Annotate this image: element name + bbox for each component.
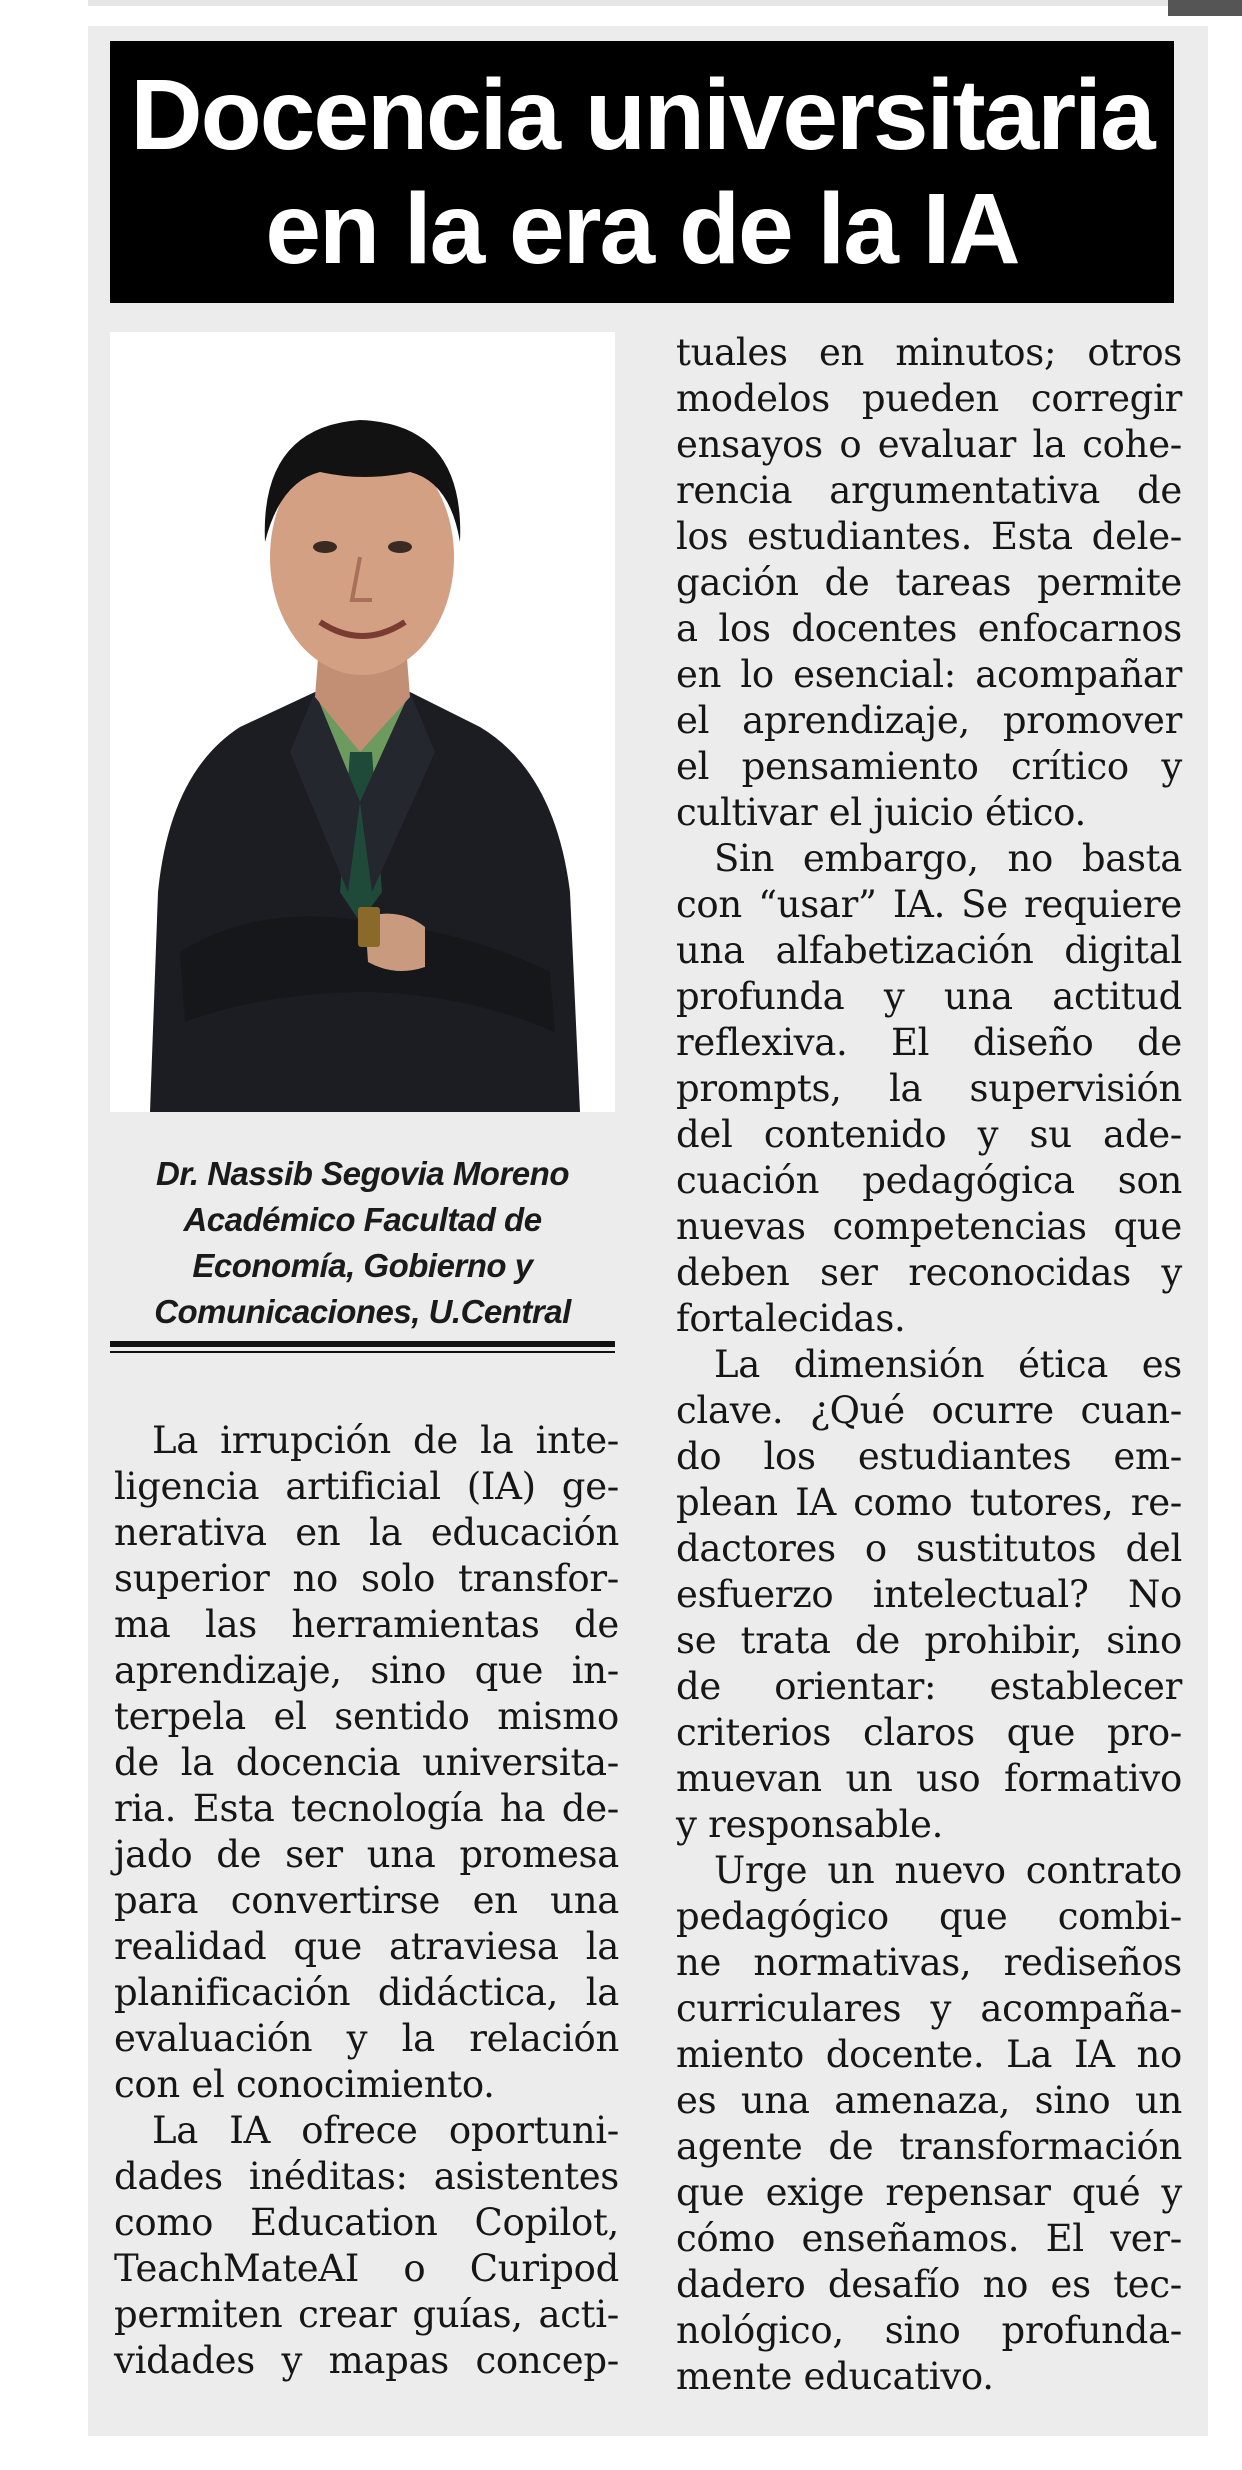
text-line: Sin embargo, no basta <box>714 837 1182 880</box>
title-line-1: Docencia universitaria <box>130 59 1154 171</box>
text-line: es una amenaza, sino un <box>676 2079 1182 2122</box>
text-line: nológico, sino profunda- <box>676 2309 1182 2352</box>
text-line: una alfabetización digital <box>676 929 1182 972</box>
text-line: a los docentes enfocarnos <box>676 607 1182 650</box>
text-line: profunda y una actitud <box>676 975 1182 1018</box>
right-text-column <box>676 330 1182 2400</box>
text-line: ligencia artificial (IA) ge- <box>114 1465 619 1508</box>
text-line: modelos pueden corregir <box>676 377 1182 420</box>
article-title <box>110 41 1174 303</box>
text-line: clave. ¿Qué ocurre cuan- <box>676 1389 1182 1432</box>
text-line: terpela el sentido mismo <box>114 1695 619 1738</box>
text-line: plean IA como tutores, re- <box>676 1481 1182 1524</box>
author-caption <box>110 1151 615 1335</box>
text-line: miento docente. La IA no <box>676 2033 1182 2076</box>
text-line: ria. Esta tecnología ha de- <box>114 1787 619 1830</box>
text-line: planificación didáctica, la <box>114 1971 619 2014</box>
text-line: do los estudiantes em- <box>676 1435 1182 1478</box>
text-line: ma las herramientas de <box>114 1603 619 1646</box>
text-line: agente de transformación <box>676 2125 1182 2168</box>
text-line: TeachMateAI o Curipod <box>114 2247 619 2290</box>
text-line: del contenido y su ade- <box>676 1113 1182 1156</box>
text-line: ne normativas, rediseños <box>676 1941 1182 1984</box>
text-line: reflexiva. El diseño de <box>676 1021 1182 1064</box>
text-line: que exige repensar qué y <box>676 2171 1182 2214</box>
text-line: los estudiantes. Esta dele- <box>676 515 1182 558</box>
text-line: La irrupción de la inte- <box>152 1419 619 1462</box>
text-line: muevan un uso formativo <box>676 1757 1182 1800</box>
caption-line: Economía, Gobierno y <box>192 1247 533 1284</box>
text-line: prompts, la supervisión <box>676 1067 1182 1110</box>
text-line: gación de tareas permite <box>676 561 1182 604</box>
text-line: nuevas competencias que <box>676 1205 1182 1248</box>
text-line: con el conocimiento. <box>114 2063 495 2106</box>
text-line: criterios claros que pro- <box>676 1711 1182 1754</box>
text-line: vidades y mapas concep- <box>114 2339 619 2382</box>
text-line: dactores o sustitutos del <box>676 1527 1182 1570</box>
text-line: mente educativo. <box>676 2355 994 2398</box>
text-line: cultivar el juicio ético. <box>676 791 1086 834</box>
text-line: jado de ser una promesa <box>114 1833 619 1876</box>
text-line: La dimensión ética es <box>714 1343 1182 1386</box>
author-photo <box>110 332 615 1112</box>
text-line: evaluación y la relación <box>114 2017 619 2060</box>
text-line: curriculares y acompaña- <box>676 1987 1182 2030</box>
text-line: tuales en minutos; otros <box>676 331 1182 374</box>
text-line: rencia argumentativa de <box>676 469 1182 512</box>
text-line: dadero desafío no es tec- <box>676 2263 1182 2306</box>
title-line-2: en la era de la IA <box>265 173 1019 285</box>
left-text-column <box>114 1418 619 2384</box>
caption-line: Comunicaciones, U.Central <box>154 1293 571 1330</box>
text-line: esfuerzo intelectual? No <box>676 1573 1182 1616</box>
text-line: fortalecidas. <box>676 1297 906 1340</box>
text-line: ensayos o evaluar la cohe- <box>676 423 1182 466</box>
text-line: como Education Copilot, <box>114 2201 619 2244</box>
article-page <box>88 26 1208 2436</box>
caption-line: Académico Facultad de <box>183 1201 542 1238</box>
text-line: permiten crear guías, acti- <box>114 2293 619 2336</box>
caption-line: Dr. Nassib Segovia Moreno <box>156 1155 569 1192</box>
top-divider <box>88 0 1168 6</box>
text-line: para convertirse en una <box>114 1879 619 1922</box>
caption-rule-thin <box>110 1351 615 1353</box>
text-line: cómo enseñamos. El ver- <box>676 2217 1182 2260</box>
text-line: y responsable. <box>676 1803 944 1846</box>
text-line: pedagógico que combi- <box>676 1895 1182 1938</box>
corner-tab <box>1168 0 1242 16</box>
text-line: el aprendizaje, promover <box>676 699 1182 742</box>
text-line: aprendizaje, sino que in- <box>114 1649 619 1692</box>
text-line: se trata de prohibir, sino <box>676 1619 1182 1662</box>
text-line: dades inéditas: asistentes <box>114 2155 619 2198</box>
text-line: La IA ofrece oportuni- <box>152 2109 619 2152</box>
text-line: de la docencia universita- <box>114 1741 619 1784</box>
text-line: el pensamiento crítico y <box>676 745 1182 788</box>
text-line: Urge un nuevo contrato <box>714 1849 1182 1892</box>
text-line: nerativa en la educación <box>114 1511 619 1554</box>
text-line: con “usar” IA. Se requiere <box>676 883 1182 926</box>
caption-rule <box>110 1341 615 1347</box>
text-line: de orientar: establecer <box>676 1665 1182 1708</box>
text-line: superior no solo transfor- <box>114 1557 619 1600</box>
text-line: deben ser reconocidas y <box>676 1251 1182 1294</box>
text-line: realidad que atraviesa la <box>114 1925 619 1968</box>
text-line: cuación pedagógica son <box>676 1159 1182 1202</box>
text-line: en lo esencial: acompañar <box>676 653 1182 696</box>
